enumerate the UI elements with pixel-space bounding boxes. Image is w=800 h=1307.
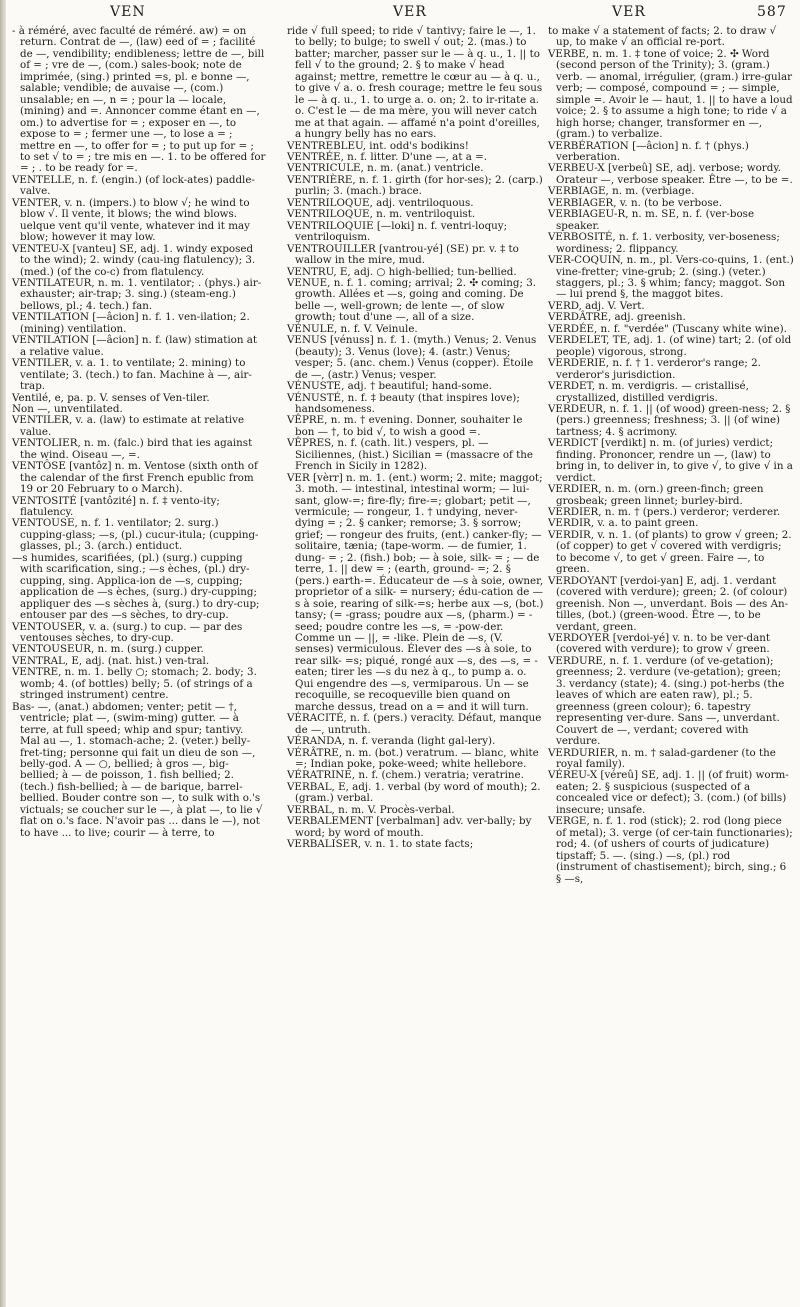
dictionary-entry: VENTREBLEU, int. odd's bodikins!	[287, 139, 469, 152]
dictionary-entry: VENTRICULE, n. m. (anat.) ventricle.	[287, 162, 484, 175]
dictionary-entry: VENTILATION [—âcion] n. f. 1. ven-ilation; 2. (mining) ventilation.	[12, 311, 250, 335]
dictionary-entry: VENTROUILLER [vantrou-yé] (SE) pr. v. ‡ to wallow in the mire, mud.	[287, 242, 519, 267]
dictionary-entry: Ventilé, e, pa. p. V. senses of Ven-tiler.	[12, 391, 210, 404]
dictionary-entry: VENTELLE, n. f. (engin.) (of lock-ates) paddle-valve.	[12, 173, 255, 198]
dictionary-entry: VENTRÉE, n. f. litter. D'une —, at a =.	[287, 150, 488, 163]
dictionary-entry: VERBAL, n. m. V. Procès-verbal.	[287, 803, 455, 816]
dictionary-entry: VERBIAGE, n. m. (verbiage.	[548, 185, 695, 198]
dictionary-entry: VERBIAGER, v. n. (to be verbose.	[548, 196, 722, 209]
dictionary-entry: VERDIR, v. a. to paint green.	[548, 517, 699, 530]
dictionary-entry: VENTRIÈRE, n. f. 1. girth (for hor-ses); 2. (carp.) purlin; 3. (mach.) brace.	[287, 173, 543, 198]
dictionary-entry: VÉNULE, n. f. V. Veinule.	[287, 322, 418, 335]
dictionary-entry: Bas- —, (anat.) abdomen; venter; petit — †, ventricle; plat —, (swim-ming) gutter. — à terre, at full speed; whip and spur; tantivy. Mal au —, 1. stomach-ache; 2. (veter.) belly-fret-ting; personne qui fait un dieu de son —, belly-god. A — ○, bellied; à gros —, big-bellied; à — de poisson, 1. fish bellied; 2. (tech.) fish-bellied; à — de barique, barrel-bellied. Bouder contre son —, to sulk with o.'s victuals; se coucher sur le —, à plat —, to lie √ flat on o.'s face. N'avoir pas ... dans le —), not to have ... to live; courir — à terre, to	[12, 700, 263, 839]
dictionary-entry: VERGE, n. f. 1. rod (stick); 2. rod (long piece of metal); 3. verge (of cer-tain functionaries); rod; 4. (of ushers of courts of judicature) tipstaff; 5. —. (sing.) —s, (pl.) rod (instrument of chastisement); birch, sing.; 6 § —s,	[548, 815, 793, 885]
dictionary-entry: VER-COQUIN, n. m., pl. Vers-co-quins, 1. (ent.) vine-fretter; vine-grub; 2. (sing.) (veter.) staggers, pl.; 3. § whim; fancy; maggot. Son — lui prend §, the maggot bites.	[548, 254, 794, 301]
running-head-center: VER	[393, 4, 427, 20]
dictionary-entry: VERBÉRATION [—âcion] n. f. † (phys.) verberation.	[548, 139, 749, 163]
dictionary-entry: VERDET, n. m. verdigris. — cristallisé, crystallized, distilled verdigris.	[548, 380, 749, 404]
dictionary-entry: VENTILATION [—âcion] n. f. (law) stimation at a relative value.	[12, 334, 258, 358]
dictionary-entry: VENTEU-X [vanteu] SE, adj. 1. windy exposed to the wind); 2. windy (cau-ing flatulency); 3. (med.) (of the co-c) from flatulency.	[12, 242, 256, 278]
dictionary-entry: VERDOYER [verdoi-yé] v. n. to be ver-dant (covered with verdure); to grow √ green.	[548, 632, 771, 656]
dictionary-entry: VERD, adj. V. Vert.	[548, 299, 645, 312]
dictionary-entry: VERDICT [verdikt] n. m. (of juries) verdict; finding. Prononcer, rendre un —, (law) to bring in, to deliver in, to give √, to give √ in a verdict.	[548, 437, 793, 484]
dictionary-entry: VERDÂTRE, adj. greenish.	[548, 311, 686, 324]
dictionary-entry: VENTRE, n. m. 1. belly ○; stomach; 2. body; 3. womb; 4. (of bottles) belly; 5. (of strings of a stringed instrument) centre.	[12, 666, 257, 702]
dictionary-entry: —s humides, scarifiées, (pl.) (surg.) cupping with scarification, sing.; —s èches, (pl.) dry-cupping, sing. Applica-ion de —s, cupping; application de —s èches, (surg.) dry-cupping; appliquer des —s sèches à, (surg.) to dry-cup; entouser par des —s sèches, to dry-cup.	[12, 551, 260, 622]
dictionary-entry: Non —, unventilated.	[12, 402, 123, 415]
dictionary-entry: VÉRÂTRE, n. m. (bot.) veratrum. — blanc, white =; Indian poke, poke-weed; white hellebore.	[287, 746, 539, 770]
running-head-left: VEN	[110, 4, 146, 20]
dictionary-entry: VÊPRES, n. f. (cath. lit.) vespers, pl. — Siciliennes, (hist.) Sicilian = (massacre of the French in Sicily in 1282).	[287, 437, 533, 473]
dictionary-entry: - à réméré, avec faculté de réméré. aw) = on return. Contrat de —, (law) eed of = ; facilité de —, vendibility; endibleness; lettre de —, bill of = ; vre de —, (com.) sales-book; note de imprimée, (sing.) printed =s, pl. e bonne —, salable; vendible; de auvaise —, (com.) unsalable; en —, n = ; pour la — locale, (mining) and =. Annoncer comme étant en —, om.) to advertise for = ; exposer en —, to expose to = ; fermer une —, to lose a = ; mettre en —, to offer for = ; to put up for = ; to set √ to = ; tre mis en —. 1. to be offered for = ; . to be ready for =.	[12, 25, 266, 175]
dictionary-entry: VERDÉE, n. f. "verdée" (Tuscany white wine).	[548, 322, 787, 335]
dictionary-entry: VERBE, n. m. 1. ‡ tone of voice; 2. ✣ Word (second person of the Trinity); 3. (gram.) verb. — anomal, irrégulier, (gram.) irre-gular verb; — composé, compound = ; — simple, simple =. Avoir le — haut, 1. || to have a loud voice; 2. § to assume a high tone; to ride √ a high horse; changer, transformer en —, (gram.) to verbalize.	[548, 47, 793, 141]
dictionary-entry: VERBOSITÉ, n. f. 1. verbosity, ver-boseness; wordiness; 2. flippancy.	[548, 231, 780, 255]
dictionary-entry: VENUE, n. f. 1. coming; arrival; 2. ✣ coming; 3. growth. Allées et —s, going and coming. De belle —, well-grown; de lente —, of slow growth; tout d'une —, all of a size.	[287, 276, 537, 324]
dictionary-entry: VENTRU, E, adj. ○ high-bellied; tun-bellied.	[287, 265, 517, 278]
dictionary-entry: VENTILER, v. a. (law) to estimate at relative value.	[12, 414, 245, 438]
dictionary-entry: ride √ full speed; to ride √ tantivy; faire le —, 1. to belly; to bulge; to swell √ out; 2. (mas.) to batter; marcher, passer sur le — à q. u., 1. || to fell √ to the ground; 2. § to make √ head against; mettre, remettre le cœur au — à q. u., to give √ a. o. fresh courage; mettre le feu sous le — à q. u., 1. to urge a. o. on; 2. to ir-ritate a. o. C'est le — de ma mère, you will never catch me at that again. — affamé n'a point d'oreilles, a hungry belly has no ears.	[287, 25, 543, 141]
dictionary-entry: VERDIER, n. m. (orn.) green-finch; green grosbeak; green linnet; burley-bird.	[548, 483, 764, 507]
dictionary-entry: VÉRANDA, n. f. veranda (light gal-lery).	[287, 735, 496, 748]
dictionary-entry: VENTRAL, E, adj. (nat. hist.) ven-tral.	[12, 654, 210, 667]
dictionary-entry: VENTOUSER, v. a. (surg.) to cup. — par des ventouses sèches, to dry-cup.	[12, 620, 243, 645]
dictionary-column-right	[548, 26, 794, 885]
dictionary-entry: VENTRILOQUE, n. m. ventriloquist.	[287, 208, 476, 221]
dictionary-entry: VERDERIE, n. f. † 1. verderor's range; 2. verderor's jurisdiction.	[548, 357, 761, 381]
dictionary-entry: VER [vèrr] n. m. 1. (ent.) worm; 2. mite; maggot; 3. moth. — intestinal, intestinal worm; — lui-sant, glow-=; fire-fly; fire-=; globart; petit —, vermicule; — rongeur, 1. † undying, never-dying = ; 2. § canker; remorse; 3. § sorrow; grief; — rongeur des fruits, (ent.) canker-fly; — solitaire, tænia; (tape-worm. — de fumier, 1. dung- = ; 2. (fish.) bob; — à soie, silk- = ; — de terre, 1. || dew = ; (earth, ground- =; 2. § (pers.) earth-=. Éducateur de —s à soie, owner, proprietor of a silk- = nursery; édu-cation de —s à soie, rearing of silk-=s; herbe aux —s, (bot.) tansy; (= -grass; poudre aux —s, (pharm.) = -seed; poudre contre les —s, = -pow-der. Comme un — ||, = -like. Plein de —s, (V. senses) vermiculous. Élever des —s à soie, to rear silk- =s; piqué, rongé aux —s, des —s, = -eaten; tirer les —s du nez à q., to pump a. o. Qui engendre des —s, vermiparous. Un — se recoquille, se recoqueville bien quand on marche dessus, tread on a = and it will turn.	[287, 471, 544, 713]
dictionary-entry: VERDIER, n. m. † (pers.) verderor; verderer.	[548, 506, 781, 519]
dictionary-entry: VÉRACITÉ, n. f. (pers.) veracity. Défaut, manque de —, untruth.	[287, 712, 542, 736]
dictionary-entry: VENTOUSE, n. f. 1. ventilator; 2. surg.) cupping-glass; —s, (pl.) cucur-itula; (cupping-glasses, pl.; 3. (arch.) entiduct.	[12, 517, 259, 553]
dictionary-entry: VERDURIER, n. m. † salad-gardener (to the royal family).	[548, 746, 776, 770]
dictionary-entry: VERDELET, TE, adj. 1. (of wine) tart; 2. (of old people) vigorous, strong.	[548, 334, 792, 358]
dictionary-entry: VERDOYANT [verdoi-yan] E, adj. 1. verdant (covered with verdure); green; 2. (of colour) greenish. Non —, unverdant. Bois — des An-tilles, (bot.) (green-wood. Être —, to be verdant, green.	[548, 574, 789, 633]
dictionary-entry: VENUS [vénuss] n. f. 1. (myth.) Venus; 2. Venus (beauty); 3. Venus (love); 4. (astr.) Venus; vesper; 5. (anc. chem.) Venus (copper). Étoile de —, (astr.) Venus; vesper.	[287, 334, 537, 381]
page-number: 587	[757, 4, 787, 20]
dictionary-entry: VERBIAGEU-R, n. m. SE, n. f. (ver-bose speaker.	[548, 208, 755, 232]
dictionary-entry: VENTÔSE [vantôz] n. m. Ventose (sixth onth of the calendar of the first French epublic from 19 or 20 February to o March).	[12, 460, 258, 496]
dictionary-column-middle	[287, 26, 544, 851]
dictionary-entry: VENTER, v. n. (impers.) to blow √; he wind to blow √. Il vente, it blows; the wind blows. uelque vent qu'il vente, whatever ind it may blow; however it may low.	[12, 196, 250, 244]
dictionary-entry: VÉREU-X [véreû] SE, adj. 1. || (of fruit) worm-eaten; 2. § suspicious (suspected of a concealed vice or defect); 3. (com.) (of bills) insecure; unsafe.	[548, 769, 789, 816]
dictionary-entry: VERDIR, v. n. 1. (of plants) to grow √ green; 2. (of copper) to get √ covered with verdigris; to become √, to get √ green. Faire —, to green.	[548, 528, 792, 576]
dictionary-entry: VENTOUSEUR, n. m. (surg.) cupper.	[12, 643, 204, 656]
dictionary-entry: VERDEUR, n. f. 1. || (of wood) green-ness; 2. § (pers.) greenness; freshness; 3. || (of wine) tartness; 4. § acrimony.	[548, 402, 791, 438]
dictionary-entry: VÉRATRINE, n. f. (chem.) veratria; veratrine.	[287, 769, 524, 782]
dictionary-entry: VENTOSITÉ [vantôzité] n. f. ‡ vento-ity; flatulency.	[12, 494, 220, 519]
running-head-right: VER	[612, 4, 646, 20]
dictionary-entry: VENTILER, v. a. 1. to ventilate; 2. mining) to ventilate; 3. (tech.) to fan. Machine à —, air-trap.	[12, 357, 252, 393]
dictionary-entry: VENTOLIER, n. m. (falc.) bird that ies against the wind. Oiseau —, =.	[12, 437, 253, 461]
dictionary-entry: VERDURE, n. f. 1. verdure (of ve-getation); greenness; 2. verdure (ve-getation); green; 3. verdancy (state); 4. (sing.) pot-herbs (the leaves of which are eaten raw), pl.; 5. greenness (green colour); 6. tapestry representing ver-dure. Sans —, unverdant. Couvert de —, verdant; covered with verdure.	[548, 654, 785, 748]
dictionary-column-left	[12, 26, 266, 839]
dictionary-entry: VERBAL, E, adj. 1. verbal (by word of mouth); 2. (gram.) verbal.	[287, 780, 541, 805]
dictionary-entry: VÉNUSTE, adj. † beautiful; hand-some.	[287, 380, 492, 393]
dictionary-entry: to make √ a statement of facts; 2. to draw √ up, to make √ an official re-port.	[548, 25, 777, 49]
dictionary-entry: VÊPRE, n. m. † evening. Donner, souhaiter le bon — †, to bid √, to wish a good =.	[287, 414, 523, 438]
dictionary-entry: VÉNUSTÉ, n. f. ‡ beauty (that inspires love); handsomeness.	[287, 391, 520, 415]
dictionary-entry: VENTILATEUR, n. m. 1. ventilator; . (phys.) air-exhauster; air-trap; 3. sing.) (steam-eng.) bellows, pl.; 4. tech.) fan.	[12, 276, 262, 312]
dictionary-entry: VENTRILOQUIE [—loki] n. f. ventri-loquy; ventriloquism.	[287, 219, 508, 244]
book-gutter-shadow	[0, 0, 6, 1307]
dictionary-entry: VENTRILOQUE, adj. ventriloquous.	[287, 196, 474, 209]
dictionary-entry: VERBEU-X [verbeû] SE, adj. verbose; wordy. Orateur —, verbose speaker. Être —, to be =.	[548, 162, 793, 186]
dictionary-entry: VERBALEMENT [verbalman] adv. ver-bally; by word; by word of mouth.	[287, 815, 532, 839]
dictionary-entry: VERBALISER, v. n. 1. to state facts;	[287, 838, 474, 851]
